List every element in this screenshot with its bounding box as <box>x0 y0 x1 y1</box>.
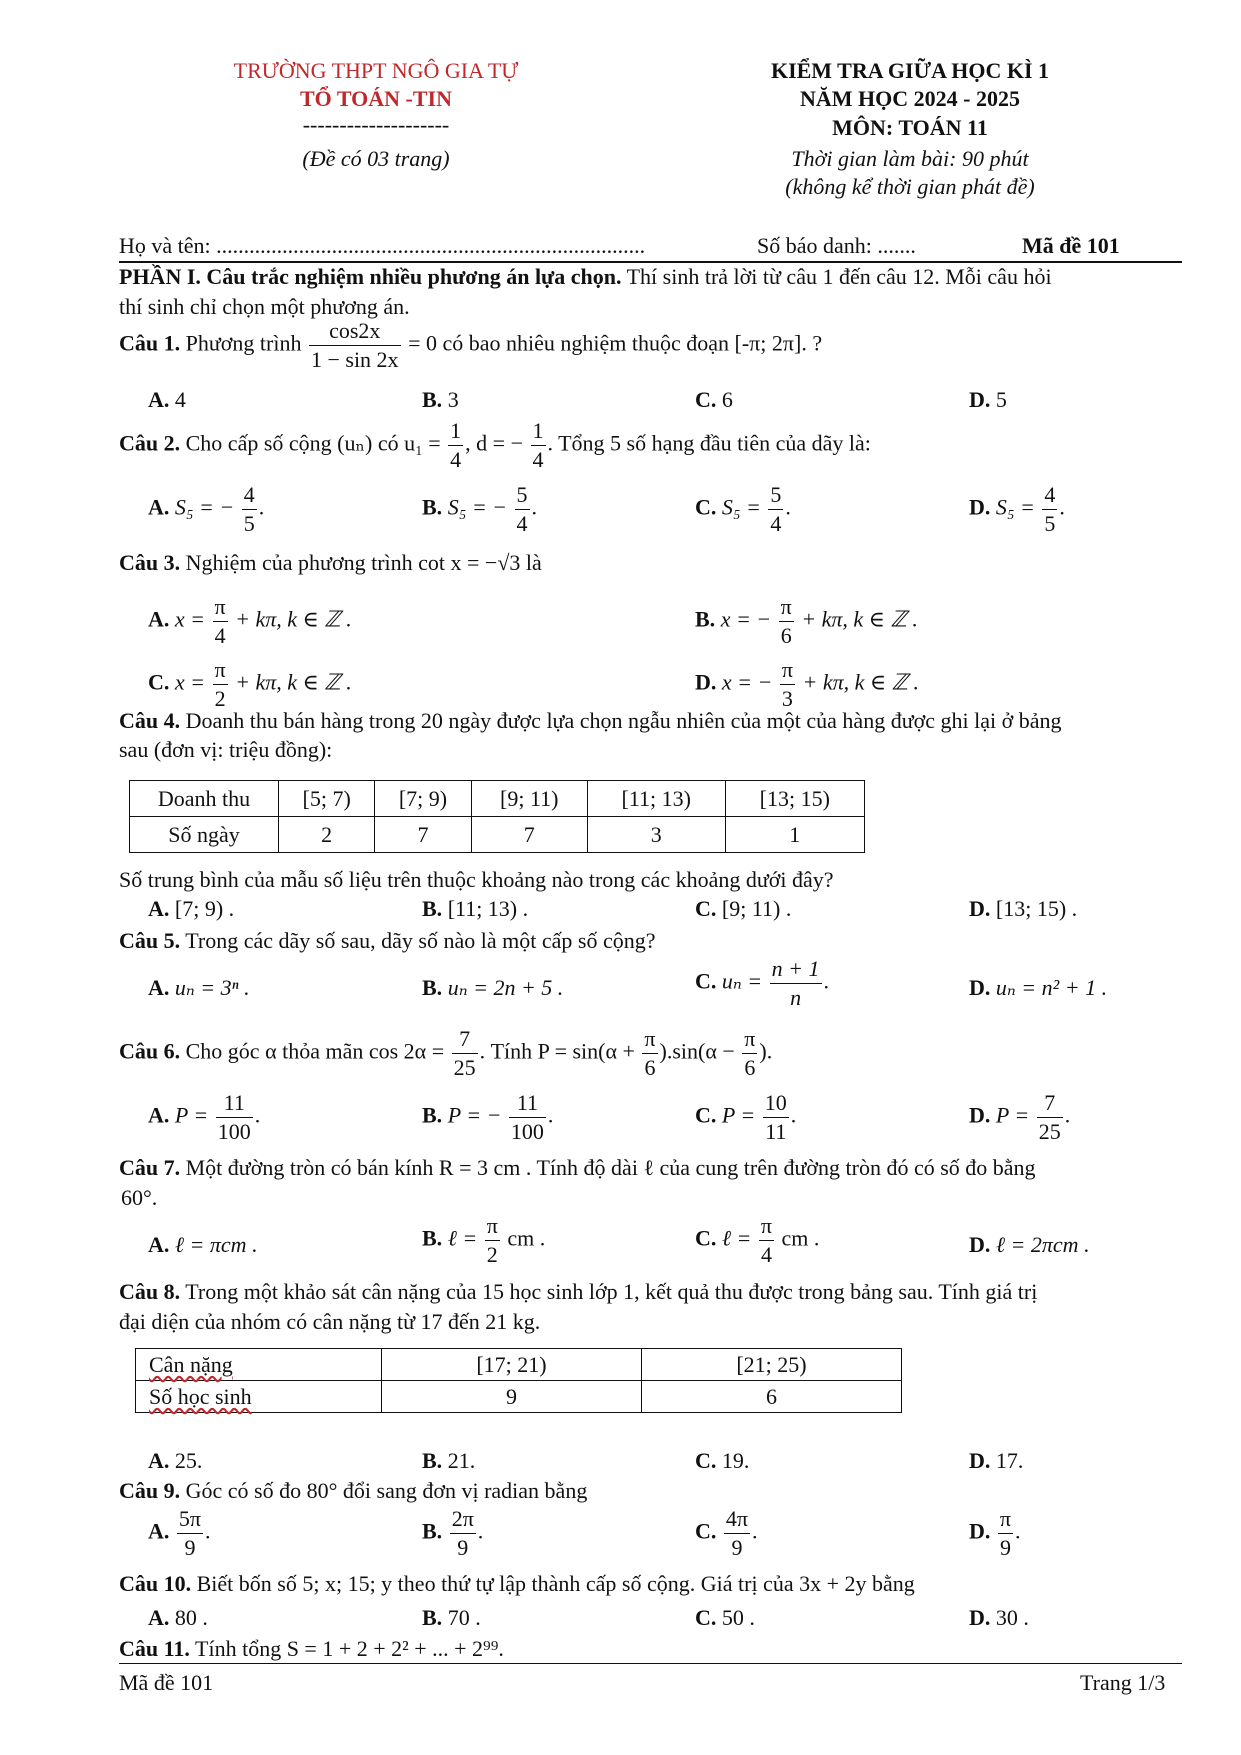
q2-b-d: 4 <box>516 511 528 536</box>
q3-d-frac <box>780 659 795 710</box>
letter-a: A. <box>148 1605 170 1630</box>
part1-title: PHẦN I. Câu trắc nghiệm nhiều phương án lựa chọn. <box>119 264 622 289</box>
q2-text-2: có u₁ = <box>372 430 447 456</box>
question-7 <box>119 1155 1036 1181</box>
q6-b-d: 100 <box>510 1119 544 1144</box>
q8-weight-table <box>135 1348 902 1413</box>
q1-a: 4 <box>174 387 186 412</box>
q4-text-2: sau (đơn vị: triệu đồng): <box>119 737 333 762</box>
letter-a: A. <box>148 606 170 632</box>
letter-c: C. <box>695 387 717 412</box>
q1-d: 5 <box>995 387 1007 412</box>
q1-c: 6 <box>721 387 733 412</box>
q8-a: 25. <box>174 1448 203 1473</box>
q4-revenue-table <box>129 780 865 853</box>
q2-a-pre: S₅ = − <box>174 494 240 520</box>
letter-a: A. <box>148 1518 170 1544</box>
q3-a-d: 4 <box>214 623 226 648</box>
question-10 <box>119 1571 915 1597</box>
q9-c-d: 9 <box>731 1535 743 1560</box>
letter-b: B. <box>422 1225 443 1251</box>
q7-b-d: 2 <box>486 1242 498 1267</box>
q2-label: Câu 2. <box>119 430 181 456</box>
q5-c-frac <box>770 958 822 1009</box>
letter-c: C. <box>148 669 170 695</box>
q7-c-d: 4 <box>760 1242 772 1267</box>
q1-b: 3 <box>447 387 459 412</box>
q5-c-n: n + 1 <box>770 958 822 984</box>
q5-option-d[interactable] <box>969 975 1107 1001</box>
q9-a-n: 5π <box>177 1508 203 1534</box>
letter-b: B. <box>422 1102 443 1128</box>
table-cell: 7 <box>471 817 587 853</box>
q10-c: 50 . <box>721 1605 755 1630</box>
q2-frac-u1 <box>448 420 463 471</box>
letter-a: A. <box>148 1448 170 1473</box>
q1-text-2: = 0 có bao nhiêu nghiệm thuộc đoạn [-π; 2π]. ? <box>402 330 823 356</box>
q11-text: Tính tổng S = 1 + 2 + 2² + ... + 2⁹⁹. <box>189 1636 504 1661</box>
q3-a-pre: x = <box>174 606 211 632</box>
question-2 <box>119 420 871 471</box>
letter-a: A. <box>148 1102 170 1128</box>
q7-c-n: π <box>759 1215 774 1241</box>
letter-b: B. <box>422 494 443 520</box>
q5-label: Câu 5. <box>119 928 181 953</box>
time-note: (không kể thời gian phát đề) <box>785 174 1035 199</box>
q6-frac-pi-1 <box>642 1028 657 1079</box>
q3-b-suffix: + kπ, k ∈ ℤ . <box>795 606 918 632</box>
q6-d-frac <box>1037 1092 1063 1143</box>
letter-b: B. <box>422 1448 443 1473</box>
q6-c-n: 10 <box>763 1092 789 1118</box>
table-row <box>136 1381 902 1413</box>
q2-frac-d <box>531 420 546 471</box>
q7-b-frac <box>485 1215 500 1266</box>
q4-option-d[interactable] <box>969 896 1077 922</box>
q1-fraction <box>309 320 401 371</box>
q6-text-3: ).sin(α − <box>659 1038 741 1064</box>
letter-d: D. <box>695 669 717 695</box>
q3-text: Nghiệm của phương trình cot x = −√3 là <box>180 550 542 575</box>
q3-a-frac <box>213 596 228 647</box>
q3-c-n: π <box>213 659 228 685</box>
q7-c-suffix: cm . <box>776 1225 820 1251</box>
table-cell: Số ngày <box>130 817 279 853</box>
q3-c-d: 2 <box>214 686 226 711</box>
footer-exam-code: Mã đề 101 <box>119 1670 214 1695</box>
q5-option-a[interactable] <box>148 975 250 1001</box>
q2-a-d: 5 <box>243 511 255 536</box>
q7-option-b[interactable] <box>422 1215 545 1266</box>
q5-b: uₙ = 2n + 5 . <box>447 975 564 1000</box>
q1-text: Phương trình <box>180 330 307 356</box>
q3-a-suffix: + kπ, k ∈ ℤ . <box>229 606 352 632</box>
question-3 <box>119 550 542 576</box>
q3-b-frac <box>779 596 794 647</box>
exam-code: Mã đề 101 <box>1022 233 1120 258</box>
pages-note: (Đề có 03 trang) <box>302 146 450 171</box>
q2-c-d: 4 <box>770 511 782 536</box>
letter-a: A. <box>148 1232 170 1257</box>
letter-c: C. <box>695 494 717 520</box>
part1-desc-2: thí sinh chỉ chọn một phương án. <box>119 294 410 319</box>
question-8 <box>119 1279 1037 1305</box>
q7-d: ℓ = 2πcm . <box>995 1232 1090 1257</box>
exam-time: Thời gian làm bài: 90 phút <box>791 146 1029 171</box>
q6-a-n: 11 <box>216 1092 253 1118</box>
q10-option-d[interactable] <box>969 1605 1029 1631</box>
q2-option-d[interactable]: D. S₅ = $\frac{4}{5}$ . <box>969 482 1065 536</box>
letter-c: C. <box>695 1225 717 1251</box>
q10-d: 30 . <box>995 1605 1029 1630</box>
q3-b-d: 6 <box>780 623 792 648</box>
q10-option-b[interactable] <box>422 1605 481 1631</box>
q6-a-frac <box>216 1092 253 1143</box>
q5-c-d: n <box>790 985 802 1010</box>
q8-text-2: đại diện của nhóm có cân nặng từ 17 đến 21 kg. <box>119 1309 541 1334</box>
letter-a: A. <box>148 494 170 520</box>
letter-d: D. <box>969 1448 991 1473</box>
q2-c-n: 5 <box>768 484 783 510</box>
department-name: TỔ TOÁN -TIN <box>299 86 452 111</box>
letter-d: D. <box>969 1232 991 1257</box>
q3-c-frac <box>213 659 228 710</box>
q6-text-2: . Tính P = sin(α + <box>479 1038 641 1064</box>
q2-c-pre: S₅ = <box>721 494 767 520</box>
q6-pd: 6 <box>644 1055 656 1080</box>
letter-c: C. <box>695 896 717 921</box>
q8-label: Câu 8. <box>119 1279 181 1304</box>
q4-b: [11; 13) . <box>447 896 529 921</box>
q7-option-d[interactable] <box>969 1232 1090 1258</box>
letter-c: C. <box>695 1605 717 1630</box>
q6-b-frac <box>509 1092 546 1143</box>
table-cell: [13; 15) <box>725 781 864 817</box>
q9-c-frac <box>724 1508 750 1559</box>
q9-b-frac <box>450 1508 476 1559</box>
q9-text: Góc có số đo 80° đổi sang đơn vị radian bằng <box>180 1478 588 1503</box>
question-6 <box>119 1028 772 1079</box>
table-cell: 6 <box>642 1381 902 1413</box>
q5-option-c[interactable]: C. uₙ = $\frac{n + 1}{n}$ . <box>695 956 830 1010</box>
q6-option-a[interactable]: A. P = $\frac{11}{100}$ . <box>148 1090 261 1144</box>
letter-d: D. <box>969 975 991 1000</box>
letter-c: C. <box>695 968 717 994</box>
q10-label: Câu 10. <box>119 1571 192 1596</box>
question-1 <box>119 320 822 371</box>
footer-divider <box>119 1663 1182 1664</box>
school-name: TRƯỜNG THPT NGÔ GIA TỰ <box>233 58 519 83</box>
q3-d-pre: x = − <box>721 669 778 695</box>
q2-b-pre: S₅ = − <box>447 494 513 520</box>
q2-d1: 4 <box>450 447 462 472</box>
q2-d2: 4 <box>532 447 544 472</box>
q8-c: 19. <box>721 1448 750 1473</box>
q8-option-a[interactable] <box>148 1448 202 1474</box>
subject: MÔN: TOÁN 11 <box>832 115 988 140</box>
footer-page-number: Trang 1/3 <box>1080 1670 1166 1695</box>
letter-b: B. <box>422 387 443 412</box>
q6-a-d: 100 <box>217 1119 251 1144</box>
q5-text: Trong các dãy số sau, dãy số nào là một cấp số cộng? <box>180 928 656 953</box>
q9-d-n: π <box>998 1508 1013 1534</box>
q4-option-b[interactable] <box>422 896 528 922</box>
letter-b: B. <box>422 896 443 921</box>
q6-option-b[interactable]: B. P = − $\frac{11}{100}$ . <box>422 1090 554 1144</box>
q5-option-b[interactable] <box>422 975 563 1001</box>
q2-text-3: , d = − <box>465 430 529 456</box>
q2-n1: 1 <box>448 420 463 446</box>
q7-c-frac <box>759 1215 774 1266</box>
student-number-label: Số báo danh: ....... <box>757 233 916 258</box>
table-cell: [7; 9) <box>375 781 471 817</box>
q6-d-d: 25 <box>1038 1119 1061 1144</box>
letter-b: B. <box>695 606 716 632</box>
school-year: NĂM HỌC 2024 - 2025 <box>800 86 1020 111</box>
part1-desc: Thí sinh trả lời từ câu 1 đến câu 12. Mỗi câu hỏi <box>621 264 1052 289</box>
table-row <box>136 1349 902 1381</box>
q7-option-a[interactable] <box>148 1232 258 1258</box>
q5-d: uₙ = n² + 1 . <box>995 975 1108 1000</box>
q3-option-c[interactable] <box>148 659 352 710</box>
q6-option-d[interactable]: D. P = $\frac{7}{25}$ . <box>969 1090 1071 1144</box>
q3-option-a[interactable] <box>148 596 352 647</box>
q10-text: Biết bốn số 5; x; 15; y theo thứ tự lập thành cấp số cộng. Giá trị của 3x + 2y bằng <box>191 1571 915 1596</box>
table-cell: 1 <box>725 817 864 853</box>
q2-b-n: 5 <box>515 484 530 510</box>
q4-text-3: Số trung bình của mẫu số liệu trên thuộc khoảng nào trong các khoảng dưới đây? <box>119 867 834 892</box>
q3-option-d[interactable] <box>695 659 919 710</box>
table-cell-text: Cân nặng <box>149 1351 233 1377</box>
q3-label: Câu 3. <box>119 550 181 575</box>
q3-c-pre: x = <box>174 669 211 695</box>
table-row <box>130 781 865 817</box>
q9-c-n: 4π <box>724 1508 750 1534</box>
q9-option-a[interactable]: A. $\frac{5\pi}{9}$ . <box>148 1506 211 1560</box>
q3-option-b[interactable] <box>695 596 918 647</box>
q6-a-pre: P = <box>174 1102 214 1128</box>
q1-num: cos2x <box>309 320 401 346</box>
letter-b: B. <box>422 1518 443 1544</box>
q9-label: Câu 9. <box>119 1478 181 1503</box>
q6-c-pre: P = <box>721 1102 761 1128</box>
q3-c-suffix: + kπ, k ∈ ℤ . <box>229 669 352 695</box>
q7-option-c[interactable] <box>695 1215 819 1266</box>
q7-a: ℓ = πcm . <box>174 1232 258 1257</box>
q10-b: 70 . <box>447 1605 481 1630</box>
q6-d: 25 <box>453 1055 476 1080</box>
q8-option-d[interactable] <box>969 1448 1023 1474</box>
letter-b: B. <box>422 1605 443 1630</box>
q5-a: uₙ = 3ⁿ . <box>174 975 250 1000</box>
q3-b-pre: x = − <box>720 606 777 632</box>
q7-c-pre: ℓ = <box>721 1225 757 1251</box>
table-cell: [9; 11) <box>471 781 587 817</box>
question-9 <box>119 1478 587 1504</box>
header-divider <box>119 261 1182 263</box>
q1-den: 1 − sin 2x <box>310 347 399 372</box>
q7-b-n: π <box>485 1215 500 1241</box>
q1-option-a[interactable] <box>148 387 186 413</box>
q2-n2: 1 <box>531 420 546 446</box>
q2-option-c[interactable]: C. S₅ = $\frac{5}{4}$ . <box>695 482 791 536</box>
q6-text: Cho góc α thỏa mãn cos 2α = <box>180 1038 450 1064</box>
table-cell: 9 <box>382 1381 642 1413</box>
question-11 <box>119 1636 504 1662</box>
q6-n: 7 <box>452 1028 478 1054</box>
q4-a: [7; 9) . <box>174 896 235 921</box>
table-cell <box>136 1349 382 1381</box>
q2-text: Cho cấp số cộng <box>180 430 338 456</box>
q6-pn-2: π <box>742 1028 757 1054</box>
q9-a-frac <box>177 1508 203 1559</box>
q2-d-d: 5 <box>1044 511 1056 536</box>
question-5 <box>119 928 655 954</box>
letter-d: D. <box>969 494 991 520</box>
q6-pd-2: 6 <box>744 1055 756 1080</box>
exam-title: KIỂM TRA GIỮA HỌC KÌ 1 <box>770 58 1050 83</box>
q1-option-b[interactable] <box>422 387 459 413</box>
table-cell-text: Số học sinh <box>149 1383 252 1409</box>
letter-a: A. <box>148 975 170 1000</box>
q3-a-n: π <box>213 596 228 622</box>
q8-option-b[interactable] <box>422 1448 475 1474</box>
q2-sequence: (uₙ) <box>337 430 373 456</box>
q2-text-4: . Tổng 5 số hạng đầu tiên của dãy là: <box>547 430 871 456</box>
q2-a-frac <box>242 484 257 535</box>
q1-label: Câu 1. <box>119 330 181 356</box>
q7-b-pre: ℓ = <box>447 1225 483 1251</box>
q1-option-d[interactable] <box>969 387 1007 413</box>
q9-b-d: 9 <box>457 1535 469 1560</box>
q2-option-a[interactable]: A. S₅ = − $\frac{4}{5}$ . <box>148 482 265 536</box>
q7-text-2: 60°. <box>121 1185 158 1210</box>
q2-a-n: 4 <box>242 484 257 510</box>
letter-d: D. <box>969 1605 991 1630</box>
letter-d: D. <box>969 896 991 921</box>
q9-option-b[interactable]: B. $\frac{2\pi}{9}$ . <box>422 1506 484 1560</box>
letter-d: D. <box>969 387 991 412</box>
table-row <box>130 817 865 853</box>
letter-d: D. <box>969 1518 991 1544</box>
q8-option-c[interactable] <box>695 1448 749 1474</box>
table-cell: [5; 7) <box>279 781 375 817</box>
q2-d-pre: S₅ = <box>995 494 1041 520</box>
letter-c: C. <box>695 1102 717 1128</box>
q8-text: Trong một khảo sát cân nặng của 15 học sinh lớp 1, kết quả thu được trong bảng sau. Tính giá trị <box>180 1279 1038 1304</box>
q10-a: 80 . <box>174 1605 208 1630</box>
q9-option-c[interactable]: C. $\frac{4\pi}{9}$ . <box>695 1506 758 1560</box>
q2-d-frac <box>1042 484 1057 535</box>
q4-c: [9; 11) . <box>721 896 792 921</box>
letter-d: D. <box>969 1102 991 1128</box>
q9-b-n: 2π <box>450 1508 476 1534</box>
q1-option-c[interactable] <box>695 387 733 413</box>
table-cell: [17; 21) <box>382 1349 642 1381</box>
q3-d-d: 3 <box>781 686 793 711</box>
table-cell: 2 <box>279 817 375 853</box>
q6-b-pre: P = − <box>447 1102 507 1128</box>
q6-d-n: 7 <box>1037 1092 1063 1118</box>
q8-d: 17. <box>995 1448 1024 1473</box>
q6-option-c[interactable]: C. P = $\frac{10}{11}$ . <box>695 1090 797 1144</box>
q6-d-pre: P = <box>995 1102 1035 1128</box>
q4-option-a[interactable] <box>148 896 234 922</box>
q6-label: Câu 6. <box>119 1038 181 1064</box>
q6-text-4: ). <box>759 1038 773 1064</box>
q8-b: 21. <box>447 1448 476 1473</box>
q2-d-n: 4 <box>1042 484 1057 510</box>
q2-c-frac <box>768 484 783 535</box>
q4-label: Câu 4. <box>119 708 181 733</box>
q7-label: Câu 7. <box>119 1155 181 1180</box>
q7-text: Một đường tròn có bán kính R = 3 cm . Tính độ dài ℓ của cung trên đường tròn đó có số đo bằng <box>180 1155 1036 1180</box>
q4-d: [13; 15) . <box>995 896 1078 921</box>
question-4 <box>119 708 1062 734</box>
table-cell: [21; 25) <box>642 1349 902 1381</box>
q3-d-suffix: + kπ, k ∈ ℤ . <box>796 669 920 695</box>
part1-heading <box>119 264 1052 290</box>
q3-d-n: π <box>780 659 795 685</box>
q6-c-frac <box>763 1092 789 1143</box>
q6-frac-pi-2 <box>742 1028 757 1079</box>
q4-text: Doanh thu bán hàng trong 20 ngày được lựa chọn ngẫu nhiên của một của hàng được ghi lại ở bảng <box>180 708 1062 733</box>
letter-c: C. <box>695 1518 717 1544</box>
q10-option-c[interactable] <box>695 1605 755 1631</box>
q10-option-a[interactable] <box>148 1605 208 1631</box>
q6-frac-cos <box>452 1028 478 1079</box>
q2-option-b[interactable]: B. S₅ = − $\frac{5}{4}$ . <box>422 482 538 536</box>
header-dashes: -------------------- <box>302 112 450 137</box>
q9-d-frac <box>998 1508 1013 1559</box>
letter-a: A. <box>148 896 170 921</box>
q4-option-c[interactable] <box>695 896 791 922</box>
q6-c-d: 11 <box>765 1119 787 1144</box>
name-field-label: Họ và tên: .............................................................................. <box>119 233 646 258</box>
q6-pn: π <box>642 1028 657 1054</box>
letter-c: C. <box>695 1448 717 1473</box>
q9-d-d: 9 <box>999 1535 1011 1560</box>
q6-b-n: 11 <box>509 1092 546 1118</box>
letter-a: A. <box>148 387 170 412</box>
q5-c-pre: uₙ = <box>721 968 768 994</box>
q11-label: Câu 11. <box>119 1636 190 1661</box>
q2-b-frac <box>515 484 530 535</box>
table-cell: 3 <box>587 817 725 853</box>
table-cell: 7 <box>375 817 471 853</box>
q9-option-d[interactable]: D. $\frac{\pi}{9}$ . <box>969 1506 1021 1560</box>
q7-b-suffix: cm . <box>501 1225 546 1251</box>
table-cell: [11; 13) <box>587 781 725 817</box>
q3-b-n: π <box>779 596 794 622</box>
q9-a-d: 9 <box>184 1535 196 1560</box>
letter-b: B. <box>422 975 443 1000</box>
table-cell: Doanh thu <box>130 781 279 817</box>
table-cell <box>136 1381 382 1413</box>
